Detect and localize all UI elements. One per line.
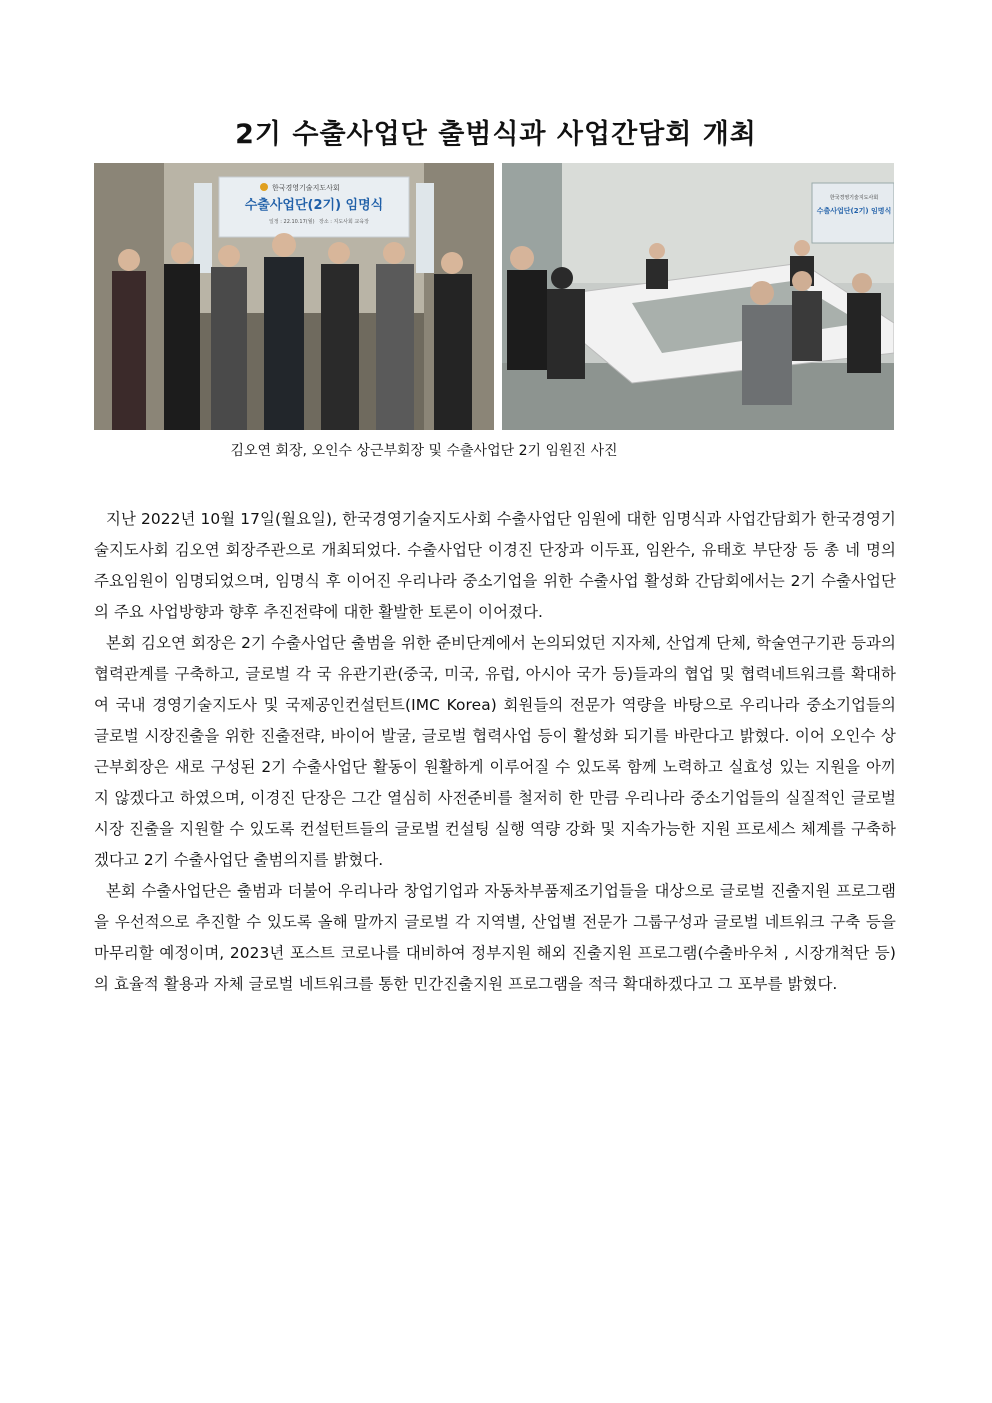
paragraph-1: 지난 2022년 10월 17일(월요일), 한국경영기술지도사회 수출사업단 임원에 대한 임명식과 사업간담회가 한국경영기술지도사회 김오연 회장주관으로 개최되었다. 수출사업단 이경진 단장과 이두표, 임완수, 유태호 부단장 등 총 네 명의 주요임원이 임명되었으며, 임명식 후 이어진 우리나라 중소기업을 위한 수출사업 활성화 간담회에서는 2기 수출사업단의 주요 사업방향과 향후 추진전략에 대한 활발한 토론이 이어졌다. [94,510,896,621]
page-title: 2기 수출사업단 출범식과 사업간담회 개최 [235,119,757,150]
banner-date-text: 일정 : 22.10.17(월) [269,219,315,225]
paragraph-3: 본회 수출사업단은 출범과 더불어 우리나라 창업기업과 자동차부품제조기업들을 대상으로 글로벌 진출지원 프로그램을 우선적으로 추진할 수 있도록 올해 말까지 글로벌 각 지역별, 산업별 전문가 그룹구성과 글로벌 네트워크 구축 등을 마무리할 예정이며, 2023년 포스트 코로나를 대비하여 정부지원 해외 진출지원 프로그램(수출바우처 , 시장개척단 등)의 효율적 활용과 자체 글로벌 네트워크를 통한 민간진출지원 프로그램을 적극 확대하겠다고 그 포부를 밝혔다. [94,882,896,993]
banner-title-text: 수출사업단(2기) 임명식 [244,198,384,213]
photo-caption: 김오연 회장, 오인수 상근부회장 및 수출사업단 2기 임원진 사진 [230,443,618,459]
banner-org-text: 한국경영기술지도사회 [272,184,340,192]
paragraph-2: 본회 김오연 회장은 2기 수출사업단 출범을 위한 준비단계에서 논의되었던 지자체, 산업계 단체, 학술연구기관 등과의 협력관계를 구축하고, 글로벌 각 국 유관기관(중국, 미국, 유럽, 아시아 국가 등)들과의 협업 및 협력네트워크를 확대하여 국내 경영기술지도사 및 국제공인컨설턴트(IMC Korea) 회원들의 전문가 역량을 바탕으로 우리나라 중소기업들의 글로벌 시장진출을 위한 진출전략, 바이어 발굴, 글로벌 협력사업 등이 활성화 되기를 바란다고 밝혔다. 이어 오인수 상근부회장은 새로 구성된 2기 수출사업단 활동이 원활하게 이루어질 수 있도록 함께 노력하고 실효성 있는 지원을 아끼지 않겠다고 하였으며, 이경진 단장은 그간 열심히 사전준비를 철저히 한 만큼 우리나라 중소기업들의 실질적인 글로벌시장 진출을 지원할 수 있도록 컨설턴트들의 글로벌 컨설팅 실행 역량 강화 및 지속가능한 지원 프로세스 체계를 구축하겠다고 2기 수출사업단 출범의지를 밝혔다. [94,634,896,869]
meeting-photo [502,163,894,430]
group-photo-illustration [94,163,494,430]
article-body [94,504,896,1000]
screen-org-text: 한국경영기술지도사회 [829,195,879,201]
meeting-photo-illustration [502,163,894,430]
group-photo [94,163,494,430]
banner-place-text: 장소 : 지도사회 교육장 [319,219,369,225]
screen-title-text: 수출사업단(2기) 임명식 [816,207,892,215]
